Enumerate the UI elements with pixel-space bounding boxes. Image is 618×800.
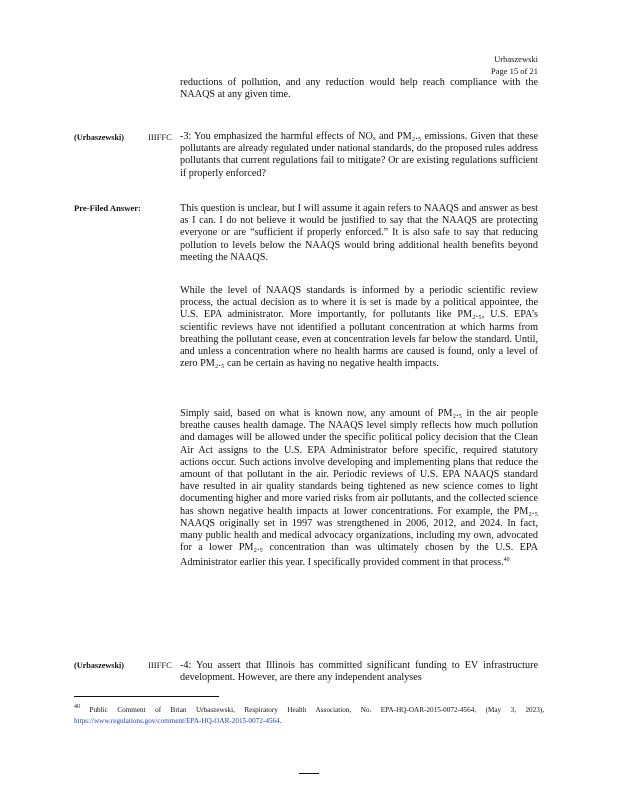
q3-text: -3: You emphasized the harmful effects of NOₓ and PM₂.₅ emissions. Given that these pollutants are already regulated under national standards, do the proposed rules address pollutants that current regulations fail to mitigate? Or are existing regulations sufficient if properly enforced?: [180, 131, 538, 179]
answer-p2-text: While the level of NAAQS standards is informed by a periodic scientific review process, the actual decision as to where it is set is made by a political appointee, the U.S. EPA administrator. More importantly, for pollutants like PM₂.₅, U.S. EPA’s scientific reviews have not identified a pollutant concentration at which harms from breathing the pollutant cease, even at concentration levels far below the standard. Until, and unless a concentration where no health harms are caused is found, only a level of zero PM₂.₅ can be certain as having no negative health impacts.: [180, 285, 538, 370]
footnote-divider: [74, 696, 219, 697]
footnote-link[interactable]: https://www.regulations.gov/comment/EPA-HQ-OAR-2015-0072-4564: [74, 717, 280, 725]
continuation-paragraph: [180, 77, 538, 101]
prefiled-answer-label: Pre-Filed Answer:: [74, 203, 141, 213]
footnote-number: 40: [74, 704, 80, 710]
answer-p3-text: Simply said, based on what is known now, any amount of PM₂.₅ in the air people breathe causes health damage. The NAAQS level simply reflects how much pollution and damages will be allowed under the specific political policy decision that the Clean Air Act assigns to the U.S. EPA Administrator before specific, required statutory actions occur. Such actions involve developing and implementing plans that reduce the amount of that pollutant in the air. Periodic reviews of U.S. EPA NAAQS standard have resulted in air quality standards being tightened as new science comes to light documenting higher and more varied risks from air pollutants, and the collected science has shown negative health impacts at lower concentrations. For example, the PM₂.₅ NAAQS originally set in 1997 was strengthened in 2006, 2012, and 2024. In fact, many public health and medical advocacy organizations, including my own, advocated for a lower PM₂.₅ concentration than was ultimately chosen by the U.S. EPA Administrator earlier this year. I specifically provided comment in that process.: [180, 408, 538, 569]
header-name: Urbaszewski: [494, 54, 538, 64]
footnote: [74, 702, 544, 727]
q3-speaker: (Urbaszewski): [74, 133, 125, 142]
q4-label: IIIFFC: [148, 660, 172, 670]
q3-label: IIIFFC: [148, 132, 172, 142]
answer-paragraph-2: [180, 285, 538, 370]
q4-text: -4: You assert that Illinois has committed significant funding to EV infrastructure development. However, are there any independent analyses: [180, 660, 538, 684]
q3-question: [180, 131, 538, 180]
answer-paragraph-3: [180, 408, 538, 570]
answer-paragraph-1: [180, 203, 538, 264]
page-header: [491, 53, 538, 77]
q4-question: [180, 660, 538, 684]
answer-p3-wrap: [180, 408, 538, 570]
footnote-reference[interactable]: 40: [503, 557, 510, 564]
header-page-number: Page 15 of 21: [491, 66, 538, 76]
footnote-end: .: [279, 717, 282, 725]
footnote-text: Public Comment of Brian Urbaszewski, Respiratory Health Association, No. EPA-HQ-OAR-2015-0072-4564, (May 3, 2023),: [89, 706, 545, 714]
q4-speaker: (Urbaszewski): [74, 661, 125, 670]
continuation-text: reductions of pollution, and any reduction would help reach compliance with the NAAQS at any given time.: [180, 77, 538, 101]
bottom-divider: [299, 773, 319, 774]
answer-p1-text: This question is unclear, but I will assume it again refers to NAAQS and answer as best as I can. I do not believe it would be justified to say that the NAAQS are protecting everyone or are “sufficient if properly enforced.” It is also safe to say that reducing pollution to levels below the NAAQS would bring additional health benefits beyond meeting the NAAQS.: [180, 203, 538, 263]
